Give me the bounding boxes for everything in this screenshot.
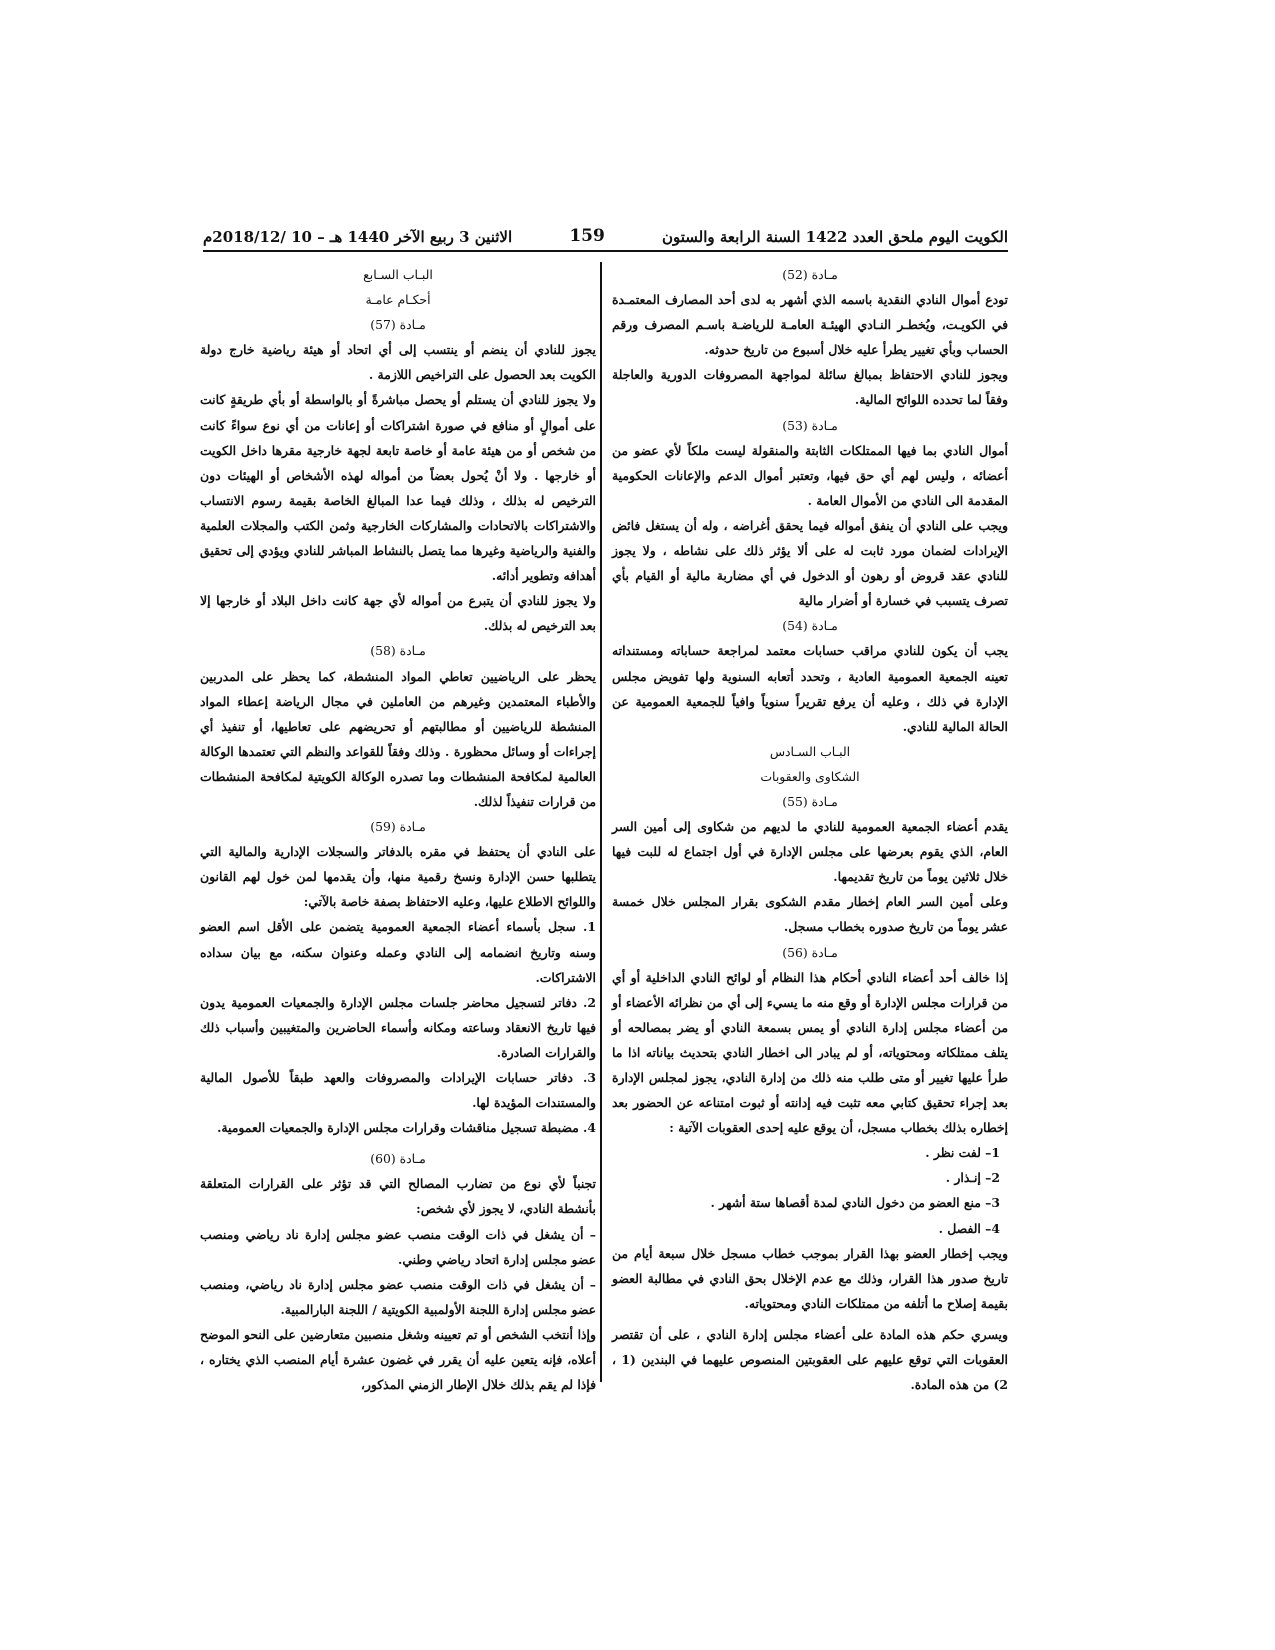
section-heading: مـادة (58) — [370, 643, 426, 659]
paragraph: ويسري حكم هذه المادة على أعضاء مجلس إدارة النادي ، على أن تقتصر العقوبات التي توقع عليهم على العقوبتين المنصوص عليهما في البندين (1 ، 2) من هذه المادة. — [612, 1326, 1008, 1393]
paragraph: 1– لفت نظر . — [925, 1145, 1000, 1161]
page-number: 159 — [569, 226, 605, 246]
paragraph: يحظر على الرياضيين تعاطي المواد المنشطة، كما يحظر على المدربين والأطباء المعتمدين وغيرهم من العاملين في مجال الرياضة إعطاء المواد المنشطة للرياضيين أو مطالبتهم أو تحريضهم على تعاطيها، أو تنفيذ أي إجراءات أو وسائل محظورة . وذلك وفقاً للقواعد والنظم التي تعتمدها الوكالة العالمية لمكافحة المنشطات وما تصدره الوكالة الكويتية لمكافحة المنشطات من قرارات تنفيذاً لذلك. — [200, 668, 596, 809]
paragraph: 3. دفاتر حسابات الإيرادات والمصروفات والعهد طبقاً للأصول المالية والمستندات المؤيدة لها. — [200, 1070, 596, 1111]
paragraph: وعلى أمين السر العام إخطار مقدم الشكوى بقرار المجلس خلال خمسة عشر يوماً من تاريخ صدوره بخطاب مسجل. — [612, 894, 1008, 935]
section-heading: البـاب السـابع — [363, 267, 433, 282]
column-divider — [600, 262, 602, 1382]
paragraph: – أن يشغل في ذات الوقت منصب عضو مجلس إدارة ناد رياضي، ومنصب عضو مجلس إدارة اللجنة الأولمبية الكويتية / اللجنة البارالمبية. — [200, 1276, 596, 1317]
section-heading: البـاب السـادس — [769, 743, 851, 759]
section-heading: مـادة (57) — [370, 317, 426, 333]
header-publication: الكويت اليوم ملحق العدد 1422 السنة الرابعة والستون — [662, 228, 1008, 246]
section-heading: مـادة (59) — [370, 819, 426, 835]
paragraph: 1. سجل بأسماء أعضاء الجمعية العمومية يتضمن على الأقل اسم العضو وسنه وتاريخ انضمامه إلى النادي وعمله وعنوان سكنه، مع بيان سداده الاشتراكات. — [200, 919, 596, 985]
paragraph: 4. مضبطة تسجيل مناقشات وقرارات مجلس الإدارة والجمعيات العمومية. — [217, 1120, 596, 1136]
paragraph: على النادي أن يحتفظ في مقره بالدفاتر والسجلات الإدارية والمالية التي يتطلبها حسن الإدارة ونسخ رقمية منها، وأن يقدمها لمن خول لهم القانون واللوائح الاطلاع عليها، وعليه الاحتفاظ بصفة خاصة بالآتي: — [200, 844, 596, 910]
section-heading: الشكاوى والعقوبات — [760, 768, 860, 784]
paragraph: يقدم أعضاء الجمعية العمومية للنادي ما لديهم من شكاوى إلى أمين السر العام، الذي يقوم بعرضها على مجلس الإدارة في أول اجتماع له للبت فيها خلال ثلاثين يوماً من تاريخ تقديمها. — [612, 819, 1008, 885]
paragraph: ويجب إخطار العضو بهذا القرار بموجب خطاب مسجل خلال سبعة أيام من تاريخ صدور هذا القرار، وذلك مع عدم الإخلال بحق النادي في مطالبة العضو بقيمة إصلاح ما أتلفه من ممتلكات النادي ومحتوياته. — [612, 1245, 1008, 1311]
paragraph: وإذا أنتخب الشخص أو تم تعيينه وشغل منصبين متعارضين على النحو الموضح أعلاه، فإنه يتعين عليه أن يقرر في غضون عشرة أيام المنصب الذي يختاره ، فإذا لم يقم بذلك خلال الإطار الزمني المذكور، — [200, 1326, 596, 1393]
paragraph: 2– إنـذار . — [945, 1170, 1000, 1186]
paragraph: 3– منع العضو من دخول النادي لمدة أقصاها ستة أشهر . — [710, 1195, 1000, 1211]
section-heading: أحكـام عامـة — [365, 292, 431, 308]
paragraph: 4– الفصل . — [938, 1220, 1000, 1236]
paragraph: ولا يجوز للنادي أن يستلم أو يحصل مباشرةً أو بالواسطة أو بأي طريقةٍ كانت على أموالٍ أو منافع في صورة اشتراكات أو إعانات من أي نوع سواءً كانت من شخص أو من هيئة عامة أو خاصة تابعة لجهة خارجية مقرها داخل الكويت أو خارجها . ولا أنْ يُحول بعضاً من أمواله لهذه الأشخاص أو الهيئات دون الترخيص له بذلك ، وذلك فيما عدا المبالغ الخاصة بقيمة رسوم الانتساب والاشتراكات بالاتحادات والمشاركات الخارجية وثمن الكتب والمجلات العلمية والفنية والرياضية وغيرها مما يتصل بالنشاط المباشر للنادي ويؤدي إلى تحقيق أهدافه وتطوير أدائه. — [200, 392, 596, 584]
paragraph: يجوز للنادي أن ينضم أو ينتسب إلى أي اتحاد أو هيئة رياضية خارج دولة الكويت بعد الحصول على التراخيص اللازمة . — [200, 342, 596, 383]
page-header — [203, 228, 1008, 252]
paragraph: يجب أن يكون للنادي مراقب حسابات معتمد لمراجعة حساباته ومستنداته تعينه الجمعية العمومية العادية ، وتحدد أتعابه السنوية ولها تفويض مجلس الإدارة في ذلك ، وعليه أن يرفع تقريراً سنوياً وافياً للجمعية العمومية عن الحالة المالية للنادي. — [612, 643, 1008, 734]
paragraph: إذا خالف أحد أعضاء النادي أحكام هذا النظام أو لوائح النادي الداخلية أو أي من قرارات مجلس الإدارة أو وقع منه ما يسيء إلى أي من نظرائه الأعضاء أو من أعضاء مجلس إدارة النادي أو يمس بسمعة النادي أو يضر بمصالحه أو يتلف ممتلكاته ومحتوياته، أو لم يبادر الى اخطار النادي بتحديث بياناته اذا ما طرأ عليها تغيير أو متى طلب منه ذلك من إدارة النادي، يجوز لمجلس الإدارة بعد إجراء تحقيق كتابي معه تثبت فيه إدانته أو ثبوت امتناعه عن الحضور بعد إخطاره بذلك بخطاب مسجل، أن يوقع عليه إحدى العقوبات الآتية : — [612, 969, 1008, 1136]
paragraph: 2. دفاتر لتسجيل محاضر جلسات مجلس الإدارة والجمعيات العمومية يدون فيها تاريخ الانعقاد وساعته ومكانه وأسماء الحاضرين والمتغيبين وأسباب ذلك والقرارات الصادرة. — [200, 994, 596, 1060]
section-heading: مـادة (52) — [782, 267, 838, 282]
paragraph: تودع أموال النادي النقدية باسمه الذي أشهر به لدى أحد المصارف المعتمـدة في الكويـت، ويُخطـر النـادي الهيئـة العامـة للرياضـة باسـم المصرف ورقم الحساب وبأي تغيير يطرأ عليه خلال أسبوع من تاريخ حدوثه. — [612, 292, 1008, 358]
right-column — [612, 262, 1008, 1397]
paragraph: ويجب على النادي أن ينفق أمواله فيما يحقق أغراضه ، وله أن يستغل فائض الإيرادات لضمان مورد ثابت له على ألا يؤثر ذلك على نشاطه ، ولا يجوز للنادي عقد قروض أو رهون أو الدخول في أي مضاربة مالية أو القيام بأي تصرف يتسبب في خسارة أو أضرار مالية — [612, 517, 1008, 609]
paragraph: تجنباً لأي نوع من تضارب المصالح التي قد تؤثر على القرارات المتعلقة بأنشطة النادي، لا يجوز لأي شخص: — [200, 1176, 596, 1217]
section-heading: مـادة (53) — [782, 417, 838, 433]
paragraph: أموال النادي بما فيها الممتلكات الثابتة والمنقولة ليست ملكاً لأي عضو من أعضائه ، وليس لهم أي حق فيها، وتعتبر أموال الدعم والإعانات الحكومية المقدمة الى النادي من الأموال العامة . — [612, 442, 1008, 508]
section-heading: مـادة (55) — [782, 793, 838, 809]
section-heading: مـادة (54) — [782, 618, 838, 634]
paragraph: – أن يشغل في ذات الوقت منصب عضو مجلس إدارة ناد رياضي ومنصب عضو مجلس إدارة اتحاد رياضي وطني. — [200, 1226, 596, 1267]
paragraph: ولا يجوز للنادي أن يتبرع من أمواله لأي جهة كانت داخل البلاد أو خارجها إلا بعد الترخيص له بذلك. — [200, 593, 596, 634]
paragraph: ويجوز للنادي الاحتفاظ بمبالغ سائلة لمواجهة المصروفات الدورية والعاجلة وفقاً لما تحدده اللوائح المالية. — [612, 367, 1008, 408]
header-date: الاثنين 3 ربيع الآخر 1440 هـ – 10 /2018/12م — [203, 228, 513, 246]
section-heading: مـادة (60) — [370, 1151, 426, 1167]
section-heading: مـادة (56) — [782, 944, 838, 960]
left-column — [200, 262, 596, 1397]
